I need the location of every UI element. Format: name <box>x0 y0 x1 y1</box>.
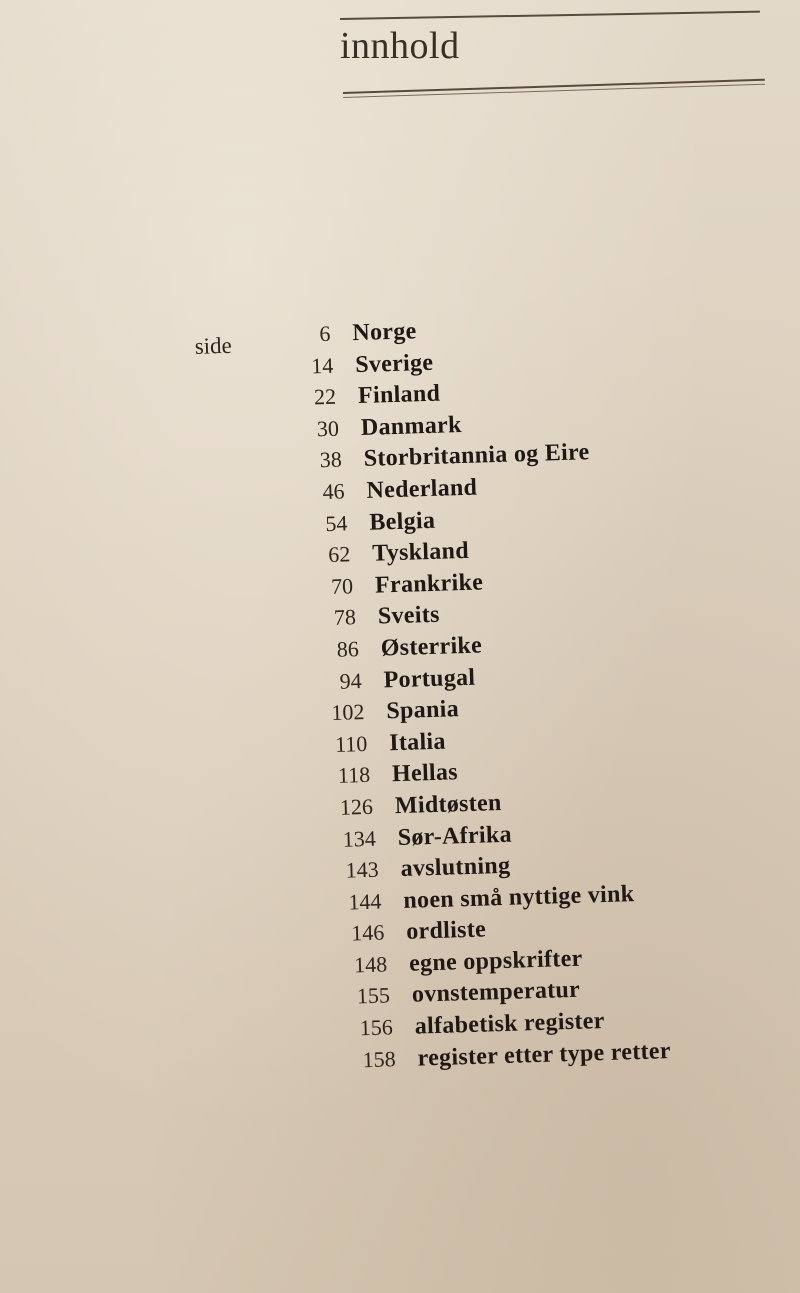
toc-entry-label: Danmark <box>360 411 463 441</box>
toc-page-number: 78 <box>333 604 357 631</box>
toc-entry-label: egne oppskrifter <box>408 945 583 977</box>
toc-entry-label: Sverige <box>354 349 434 378</box>
toc-entry-label: Nederland <box>366 474 478 504</box>
toc-page-number: 118 <box>337 762 371 789</box>
toc-entry-label: Italia <box>388 728 447 756</box>
toc-entry-label: alfabetisk register <box>414 1008 605 1040</box>
toc-entry-label: Portugal <box>383 664 476 693</box>
page-title: innhold <box>340 25 460 67</box>
toc-page-number: 126 <box>339 793 374 820</box>
side-label: side <box>194 332 233 359</box>
toc-list <box>190 308 671 1080</box>
toc-entry-label: Tyskland <box>371 537 470 567</box>
toc-entry-label: Norge <box>352 318 417 347</box>
toc-page-number: 143 <box>345 856 379 883</box>
toc-page-number: 14 <box>310 352 334 379</box>
toc-page-number: 62 <box>327 541 351 568</box>
toc-entry-label: Sør-Afrika <box>397 821 513 851</box>
toc-page-number: 158 <box>362 1045 396 1072</box>
toc-page-number: 46 <box>322 478 345 505</box>
toc-page-number: 38 <box>319 446 343 473</box>
toc-entry-label: Storbritannia og Eire <box>363 439 590 473</box>
toc-page-number: 54 <box>325 509 348 536</box>
toc-entry-label: ordliste <box>405 916 487 946</box>
toc-page-number: 22 <box>313 383 337 410</box>
toc-page-number: 156 <box>359 1014 394 1041</box>
toc-page-number: 70 <box>330 573 354 599</box>
header-rule-bottom <box>343 79 765 94</box>
toc-entry-label: avslutning <box>400 852 511 883</box>
toc-page-number: 144 <box>348 888 382 915</box>
toc-entry-label: noen små nyttige vink <box>403 880 635 914</box>
toc-entry-label: Sveits <box>377 602 441 630</box>
toc-page-number: 110 <box>334 730 368 757</box>
toc-entry-label: Finland <box>357 380 441 410</box>
header-rule-top <box>340 11 760 20</box>
toc-entry-label: ovnstemperatur <box>411 977 581 1009</box>
toc-entry-label: Østerrike <box>380 632 483 662</box>
toc-page-number: 30 <box>316 415 340 442</box>
toc-page-number: 146 <box>350 919 385 946</box>
table-of-contents <box>190 308 671 1080</box>
toc-entry-label: Spania <box>386 696 460 725</box>
toc-page-number: 148 <box>353 951 388 978</box>
toc-entry-label: Midtøsten <box>394 789 502 820</box>
toc-entry-label: register etter type retter <box>417 1037 672 1072</box>
toc-page-number: 6 <box>319 320 331 347</box>
toc-entry-label: Frankrike <box>374 569 484 599</box>
toc-entry-label: Hellas <box>391 759 459 788</box>
toc-page-number: 155 <box>356 982 391 1009</box>
toc-entry-label: Belgia <box>369 507 436 536</box>
toc-page-number: 102 <box>331 699 365 726</box>
toc-page-number: 134 <box>342 825 377 852</box>
toc-page-number: 94 <box>339 667 362 694</box>
toc-page-number: 86 <box>336 636 360 662</box>
